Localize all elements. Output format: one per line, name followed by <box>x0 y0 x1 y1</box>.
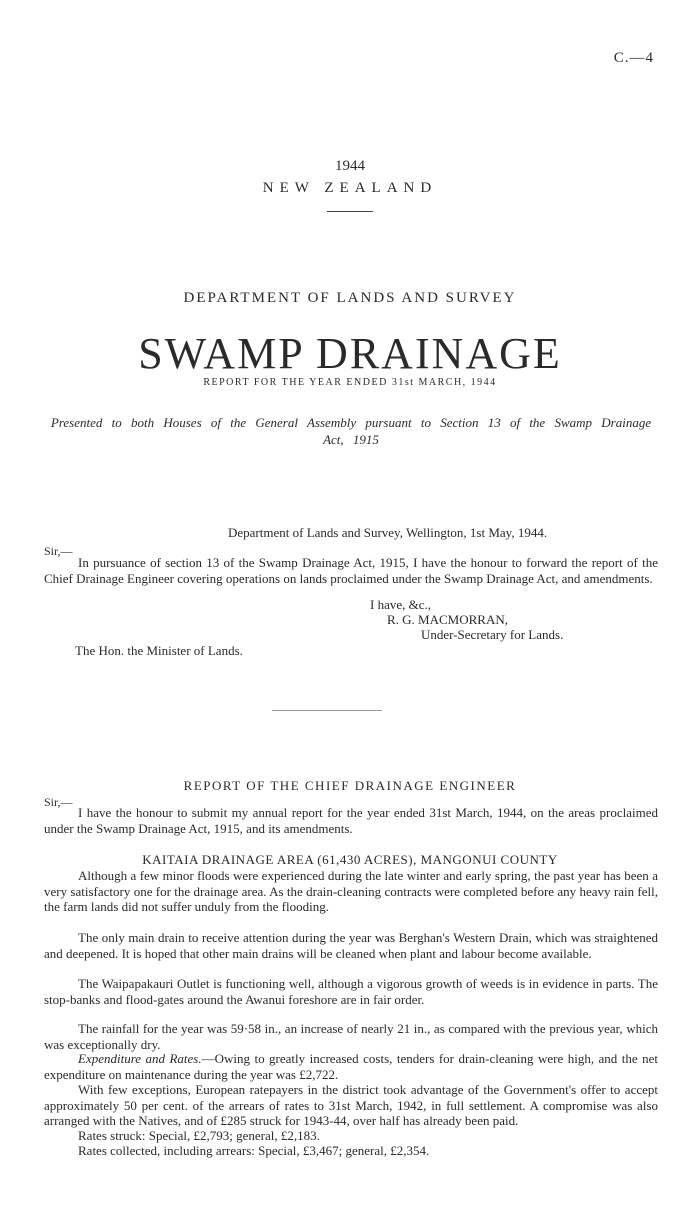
page-reference: C.—4 <box>613 50 654 66</box>
letter-addressee: The Hon. the Minister of Lands. <box>75 643 243 658</box>
report-subtitle: REPORT FOR THE YEAR ENDED 31st MARCH, 1944 <box>203 377 497 388</box>
report-intro: I have the honour to submit my annual report for the year ended 31st March, 1944, on the areas proclaimed under the Swamp Drainage Act, 1915, and its amendments. <box>44 805 658 836</box>
report-paragraph: The only main drain to receive attention during the year was Berghan's Western Drain, which was straightened and deepened. It is hoped that other main drains will be cleaned when plant and labour become available. <box>44 930 658 961</box>
letter-signatory-title: Under-Secretary for Lands. <box>421 627 564 642</box>
letter-signatory: R. G. MACMORRAN, <box>387 612 508 627</box>
area-heading: KAITAIA DRAINAGE AREA (61,430 ACRES), MANGONUI COUNTY <box>142 852 558 867</box>
presented-note: Presented to both Houses of the General Assembly pursuant to Section 13 of the Swamp Drainage Act, 1915 <box>50 415 652 447</box>
year-heading: 1944 <box>335 158 365 174</box>
rates-collected: Rates collected, including arrears: Special, £3,467; general, £2,354. <box>78 1143 430 1158</box>
divider-rule <box>327 211 373 212</box>
report-heading: REPORT OF THE CHIEF DRAINAGE ENGINEER <box>183 778 517 793</box>
section-divider <box>272 710 382 711</box>
letter-closing: I have, &c., <box>370 597 432 612</box>
page-title: SWAMP DRAINAGE <box>138 329 562 378</box>
expenditure-paragraph <box>44 1051 658 1082</box>
rates-struck: Rates struck: Special, £2,793; general, £2,183. <box>78 1128 320 1143</box>
letter-body: In pursuance of section 13 of the Swamp Drainage Act, 1915, I have the honour to forward the report of the Chief Drainage Engineer covering operations on lands proclaimed under the Swamp Drainage Act, and amendments. <box>44 555 658 586</box>
expenditure-text: —Owing to greatly increased costs, tenders for drain-cleaning were high, and the net expenditure on maintenance during the year was £2,722. <box>44 1051 658 1082</box>
report-paragraph: The rainfall for the year was 59·58 in., an increase of nearly 21 in., as compared with the previous year, which was exceptionally dry. <box>44 1021 658 1052</box>
settlement-paragraph: With few exceptions, European ratepayers in the district took advantage of the Government's offer to accept approximately 50 per cent. of the arrears of rates to 31st March, 1942, in full settlement. A compromise was also arranged with the Natives, and of £285 struck for 1943-44, over half has already been paid. <box>44 1082 658 1128</box>
country-heading: NEW ZEALAND <box>262 180 438 196</box>
report-paragraph: Although a few minor floods were experienced during the late winter and early spring, the past year has been a very satisfactory one for the drainage area. As the drain-cleaning contracts were completed before any heavy rain fell, the farm lands did not suffer unduly from the flooding. <box>44 868 658 914</box>
department-heading: DEPARTMENT OF LANDS AND SURVEY <box>183 290 517 306</box>
expenditure-label: Expenditure and Rates. <box>78 1051 202 1066</box>
report-paragraph: The Waipapakauri Outlet is functioning well, although a vigorous growth of weeds is in evidence in parts. The stop-banks and flood-gates around the Awanui foreshore are in fair order. <box>44 976 658 1007</box>
report-salutation: Sir,— <box>44 795 73 809</box>
letter-address-date: Department of Lands and Survey, Wellington, 1st May, 1944. <box>228 525 548 540</box>
letter-salutation: Sir,— <box>44 544 73 558</box>
